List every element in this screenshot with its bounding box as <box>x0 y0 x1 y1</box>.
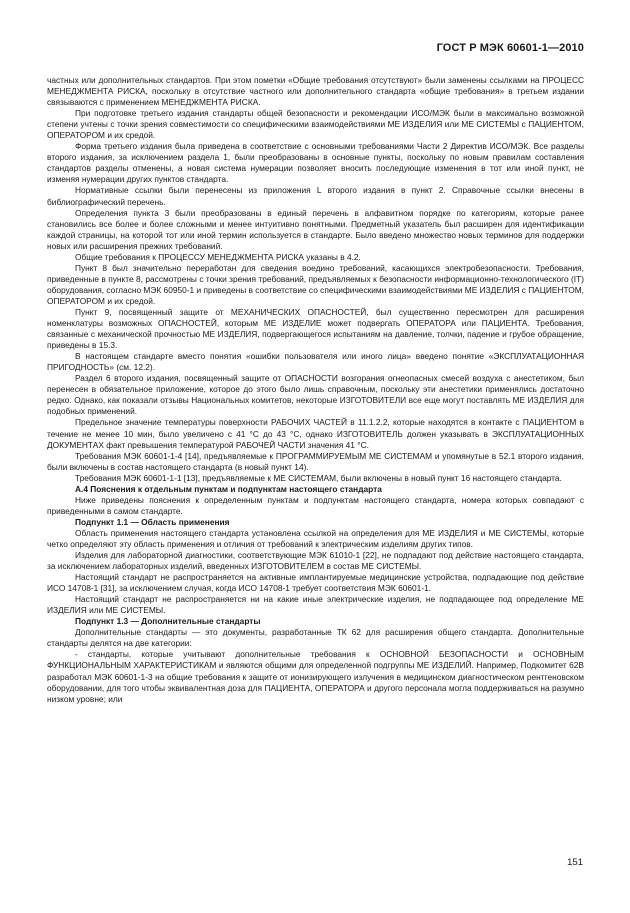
section-heading: Подпункт 1.1 — Область применения <box>75 516 230 527</box>
body-paragraph: Ниже приведены пояснения к определенным пунктам и подпунктам настоящего стандарта, номера которых совпадают с приведенными в самом стандарте. <box>47 494 584 516</box>
body-paragraph: Дополнительные стандарты — это документы, разработанные ТК 62 для расширения общего стандарта. Дополнительные стандарты делятся на две категории: <box>47 627 584 649</box>
body-paragraph: Определения пункта 3 были преобразованы в единый перечень в алфавитном порядке по категориям, которые ранее становились все более и более сложными и менее интуитивно понятными. Предметный указатель был расширен для идентификации каждой страницы, на которой тот или иной термин используется в стандарте. Было введено множество новых терминов для поддержки новых или расширения прежних требований. <box>47 207 584 251</box>
body-paragraph: - стандарты, которые учитывают дополнительные требования к ОСНОВНОЙ БЕЗОПАСНОСТИ и ОСНОВНЫМ ФУНКЦИОНАЛЬНЫМ ХАРАКТЕРИСТИКАМ и являются общими для определенной подгруппы МЕ ИЗДЕЛИЙ. Например, Подкомитет 62В разработал МЭК 60601-1-3 на общие требования к защите от ионизирующего излучения в медицинском диагностическом рентгеновском оборудовании, для того чтобы эквивалентная доза для ПАЦИЕНТА, ОПЕРАТОРА и другого персонала могла поддерживаться на разумно низком уровне; или <box>47 649 584 704</box>
section-heading: А.4 Пояснения к отдельным пунктам и подпунктам настоящего стандарта <box>75 483 382 494</box>
body-paragraph: Настоящий стандарт не распространяется ни на какие иные электрические изделия, не подпадающее под определение МЕ ИЗДЕЛИЯ или МЕ СИСТЕМЫ. <box>47 594 584 616</box>
document-standard-header: ГОСТ Р МЭК 60601-1—2010 <box>436 42 584 54</box>
body-paragraph: Изделия для лабораторной диагностики, соответствующие МЭК 61010-1 [22], не подпадают под действие настоящего стандарта, за исключением лабораторных изделий, введенных ИЗГОТОВИТЕЛЕМ в состав МЕ СИСТЕМЫ. <box>47 550 584 572</box>
body-paragraph: Требования МЭК 60601-1-4 [14], предъявляемые к ПРОГРАММИРУЕМЫМ МЕ СИСТЕМАМ и упомянутые в 52.1 второго издания, были включены в состав настоящего стандарта (в новый пункт 14). <box>47 450 584 472</box>
body-paragraph: Форма третьего издания была приведена в соответствие с основными требованиями Части 2 Директив ИСО/МЭК. Все разделы второго издания, за исключением раздела 1, были преобразованы в основные пункты, поскольку по новым правилам составления стандартов разделы отменены, а новая система нумерации позволяет вносить последующие изменения в тот или иной пункт, не изменяя нумерации других пунктов стандарта. <box>47 141 584 185</box>
body-paragraph: Настоящий стандарт не распространяется на активные имплантируемые медицинские устройства, подпадающие под действие ИСО 14708-1 [31], за исключением случая, когда ИСО 14708-1 требует соответствия МЭК 60601-1. <box>47 572 584 594</box>
body-paragraph: Пункт 8 был значительно переработан для сведения воедино требований, касающихся электробезопасности. Требования, приведенные в пункте 8, рассмотрены с точки зрения требований, предъявляемых к безопасности информационно-технологического (IT) оборудования, согласно МЭК 60950-1 и приведены в соответствие со специфическими взаимодействиями МЕ ИЗДЕЛИЯ с ПАЦИЕНТОМ, ОПЕРАТОРОМ и их средой. <box>47 262 584 306</box>
body-paragraph: Пункт 9, посвященный защите от МЕХАНИЧЕСКИХ ОПАСНОСТЕЙ, был существенно пересмотрен для расширения номенклатуры возможных ОПАСНОСТЕЙ, которым МЕ ИЗДЕЛИЕ может подвергать ОПЕРАТОРА или ПАЦИЕНТА. Требования, связанные с механической прочностью МЕ ИЗДЕЛИЯ, подвергающегося испытаниям на давление, толчки, падение и грубое обращение, приведены в 15.3. <box>47 306 584 351</box>
body-paragraph: Предельное значение температуры поверхности РАБОЧИХ ЧАСТЕЙ в 11.1.2.2, которые находятся в контакте с ПАЦИЕНТОМ в течение не менее 10 мин, было увеличено с 41 °C до 43 °C, однако ИЗГОТОВИТЕЛЬ должен указывать в ЭКСПЛУАТАЦИОННЫХ ДОКУМЕНТАХ факт превышения температурой РАБОЧЕЙ ЧАСТИ значения 41 °C. <box>47 417 584 450</box>
body-paragraph: Нормативные ссылки были перенесены из приложения L второго издания в пункт 2. Справочные ссылки внесены в библиографический перечень. <box>47 185 584 207</box>
body-paragraph: частных или дополнительных стандартов. При этом пометки «Общие требования отсутствуют» были заменены ссылками на ПРОЦЕСС МЕНЕДЖМЕНТА РИСКА, поскольку в отсутствие частного или дополнительного стандарта «общие требования» в третьем издании связываются с применением МЕНЕДЖМЕНТА РИСКА. <box>47 75 584 108</box>
body-paragraph: При подготовке третьего издания стандарты общей безопасности и рекомендации ИСО/МЭК были в максимально возможной степени учтены с точки зрения совместимости со специфическими взаимодействиями МЕ ИЗДЕЛИЯ или МЕ СИСТЕМЫ с ПАЦИЕНТОМ, ОПЕРАТОРОМ и их средой. <box>47 108 584 141</box>
body-paragraph: Область применения настоящего стандарта установлена ссылкой на определения для МЕ ИЗДЕЛИЯ и МЕ СИСТЕМЫ, которые четко определяют эту область применения и отличия от требований к электрическим изделиям других типов. <box>47 527 584 549</box>
body-paragraph: Раздел 6 второго издания, посвященный защите от ОПАСНОСТИ возгорания огнеопасных смесей воздуха с анестетиком, был перенесен в обязательное приложение, которое до этого было лишь справочным, поскольку эти анестетики применялись достаточно редко. Однако, как показали отзывы Национальных комитетов, некоторые ИЗГОТОВИТЕЛИ все еще могут поставлять МЕ ИЗДЕЛИЯ для подобных применений. <box>47 373 584 417</box>
body-paragraph: Требования МЭК 60601-1-1 [13], предъявляемые к МЕ СИСТЕМАМ, были включены в новый пункт 16 настоящего стандарта. <box>75 472 562 483</box>
section-heading: Подпункт 1.3 — Дополнительные стандарты <box>75 616 261 627</box>
body-paragraph: Общие требования к ПРОЦЕССУ МЕНЕДЖМЕНТА РИСКА указаны в 4.2. <box>75 251 361 262</box>
body-paragraph: В настоящем стандарте вместо понятия «ошибки пользователя или иного лица» введено понятие «ЭКСПЛУАТАЦИОННАЯ ПРИГОДНОСТЬ» (см. 12.2). <box>47 351 584 373</box>
page-number: 151 <box>567 857 583 868</box>
document-body <box>47 75 584 705</box>
